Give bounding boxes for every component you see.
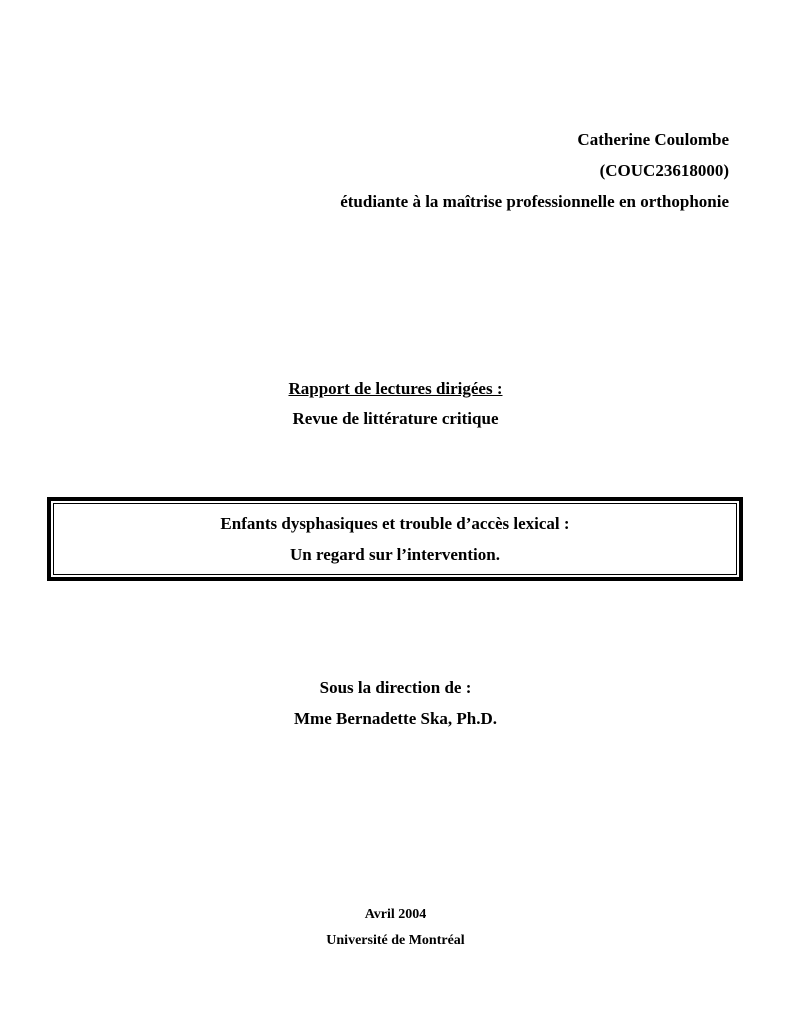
report-type: Rapport de lectures dirigées : bbox=[288, 379, 503, 398]
footer-block bbox=[0, 902, 791, 954]
author-name: Catherine Coulombe bbox=[577, 130, 729, 149]
report-subtitle: Revue de littérature critique bbox=[292, 409, 499, 428]
direction-block bbox=[0, 672, 791, 734]
author-block bbox=[340, 124, 729, 217]
title-line-1: Enfants dysphasiques et trouble d’accès lexical : bbox=[220, 514, 570, 533]
title-box-inner bbox=[53, 503, 737, 575]
direction-label: Sous la direction de : bbox=[319, 678, 472, 697]
supervisor-name: Mme Bernadette Ska, Ph.D. bbox=[293, 709, 498, 728]
author-student-code: (COUC23618000) bbox=[599, 161, 729, 180]
report-block bbox=[0, 374, 791, 434]
title-box bbox=[47, 497, 743, 581]
title-line-2: Un regard sur l’intervention. bbox=[290, 545, 500, 564]
author-program: étudiante à la maîtrise professionnelle en orthophonie bbox=[340, 192, 729, 211]
report-date: Avril 2004 bbox=[364, 907, 427, 922]
institution-name: Université de Montréal bbox=[326, 933, 465, 948]
